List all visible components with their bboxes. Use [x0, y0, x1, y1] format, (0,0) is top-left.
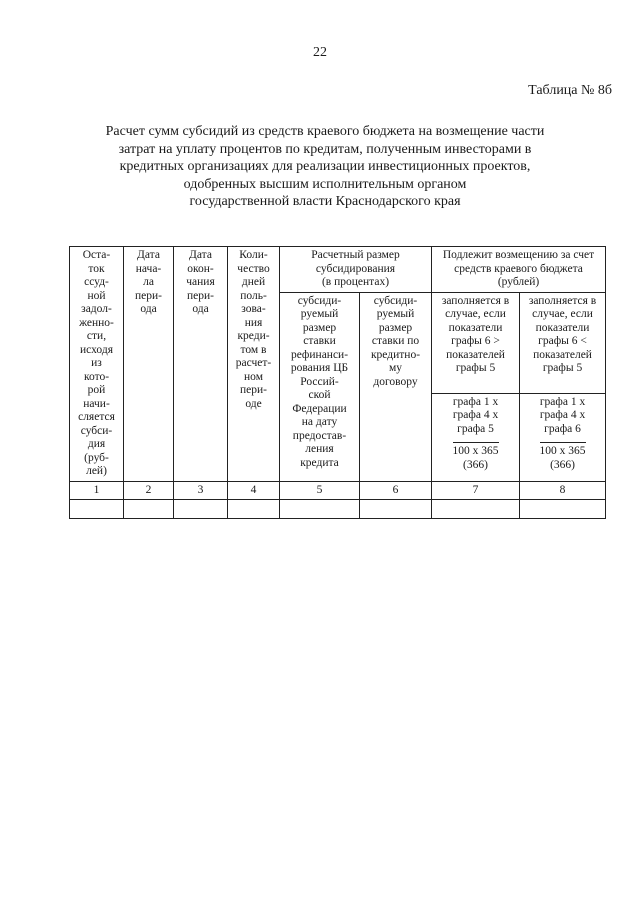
text-line: ления [305, 443, 334, 455]
empty-cell [280, 500, 360, 519]
text-line: договору [373, 375, 418, 388]
text-line: дия [87, 438, 106, 450]
formula-denominator [522, 445, 603, 472]
text-line: средств краевого бюджета [454, 262, 583, 275]
header-rate-group [280, 247, 432, 293]
text-line: показатели [448, 321, 503, 334]
text-line: заполняется в [528, 294, 597, 307]
column-number: 2 [124, 481, 174, 500]
header-reimbursement-group [432, 247, 606, 293]
empty-cell [228, 500, 280, 519]
text-line: женно- [79, 316, 114, 329]
document-title [60, 123, 590, 211]
text-line: пери- [240, 384, 267, 396]
text-line: начи- [83, 397, 110, 410]
text-line: кредитно- [370, 348, 421, 361]
text-line: зова- [241, 303, 266, 315]
title-line: государственной власти Краснодарского края [189, 194, 461, 209]
text-line: кото- [83, 370, 110, 383]
text-line: сти, [86, 330, 107, 342]
text-line: дней [241, 276, 266, 288]
text-line: 100 х 365 [452, 445, 499, 458]
empty-cell [174, 500, 228, 519]
text-line: исходя [80, 343, 113, 356]
fraction-line [540, 442, 586, 443]
text-line: ставки [303, 335, 336, 347]
header-refinancing-rate [280, 292, 360, 481]
text-line: чания [186, 276, 215, 288]
text-line: Дата [189, 249, 212, 261]
empty-cell [520, 500, 606, 519]
text-line: ской [308, 389, 331, 401]
text-line: показатели [535, 321, 590, 334]
title-line: Расчет сумм субсидий из средств краевого бюджета на возмещение части [105, 124, 545, 139]
text-line: ния [244, 316, 263, 329]
text-line: ставки по [371, 335, 420, 347]
column-number: 1 [70, 481, 124, 500]
text-line: (366) [550, 458, 575, 471]
text-line: рования ЦБ [290, 362, 349, 374]
column-number: 4 [228, 481, 280, 500]
text-line: (в процентах) [321, 276, 390, 288]
page-number: 22 [313, 45, 327, 60]
table-label: Таблица № 8б [528, 83, 612, 98]
text-line: субсиди- [297, 294, 342, 307]
formula-numerator [434, 396, 517, 437]
text-line: графа 4 х [539, 409, 586, 422]
title-line: затрат на уплату процентов по кредитам, полученным инвесторами в [118, 141, 532, 157]
column-number: 8 [520, 481, 606, 500]
header-col7-formula [432, 393, 520, 481]
text-line: графы 6 > [451, 335, 500, 347]
text-line: субсиди- [373, 294, 418, 307]
text-line: графы 6 < [538, 335, 587, 347]
text-line: поль- [240, 289, 267, 302]
text-line: показателей [446, 348, 505, 361]
text-line: 100 х 365 [539, 445, 586, 458]
text-line: графы 5 [542, 362, 583, 374]
text-line: графы 5 [455, 362, 496, 374]
text-line: ода [192, 303, 209, 315]
text-line: на дату [301, 416, 338, 428]
text-line: пери- [187, 289, 214, 302]
text-line: ода [140, 303, 157, 315]
text-line: сляется [78, 411, 115, 423]
text-line: (рублей) [497, 276, 540, 288]
text-line: оде [245, 397, 262, 410]
text-line: показателей [533, 348, 592, 361]
text-line: руемый [376, 308, 415, 320]
text-line: графа 1 х [539, 395, 586, 408]
text-line: руемый [300, 308, 339, 320]
column-number: 5 [280, 481, 360, 500]
text-line: рефинанси- [290, 348, 349, 361]
text-line: расчет- [235, 357, 272, 369]
header-period-end [174, 247, 228, 482]
fraction-line [453, 442, 499, 443]
text-line: (366) [463, 458, 488, 471]
column-number: 6 [360, 481, 432, 500]
empty-cell [70, 500, 124, 519]
text-line: (руб- [84, 451, 109, 464]
text-line: рой [87, 384, 106, 396]
text-line: окон- [187, 262, 214, 275]
text-line: субсидирования [315, 262, 396, 275]
text-line: лей) [86, 465, 107, 477]
text-line: графа 6 [544, 422, 581, 435]
text-line: графа 4 х [452, 409, 499, 422]
text-line: ном [244, 370, 263, 383]
text-line: Оста- [82, 249, 111, 261]
header-col7-condition [432, 292, 520, 393]
text-line: Россий- [300, 375, 339, 388]
text-line: размер [378, 321, 413, 334]
empty-cell [124, 500, 174, 519]
column-number: 7 [432, 481, 520, 500]
text-line: случае, если [445, 308, 506, 320]
title-line: кредитных организациях для реализации инвестиционных проектов, [119, 159, 531, 174]
empty-cell [360, 500, 432, 519]
header-col8-condition [520, 292, 606, 393]
text-line: случае, если [532, 308, 593, 320]
text-line: графа 5 [457, 422, 494, 435]
text-line: пери- [135, 289, 162, 302]
formula-numerator [522, 396, 603, 437]
formula-denominator [434, 445, 517, 472]
header-loan-balance [70, 247, 124, 482]
text-line: нача- [135, 262, 162, 275]
empty-cell [432, 500, 520, 519]
header-contract-rate [360, 292, 432, 481]
text-line: заполняется в [441, 294, 510, 307]
text-line: кредита [300, 456, 339, 469]
text-line: задол- [81, 303, 112, 315]
text-line: предостав- [292, 429, 347, 442]
text-line: Подлежит возмещению за счет [442, 249, 595, 261]
text-line: том в [240, 343, 267, 356]
text-line: креди- [237, 330, 270, 342]
text-line: ла [143, 276, 154, 288]
column-number: 3 [174, 481, 228, 500]
text-line: ссуд- [84, 276, 109, 288]
text-line: субси- [80, 424, 113, 437]
header-col8-formula [520, 393, 606, 481]
text-line: Дата [137, 249, 160, 261]
header-days-count [228, 247, 280, 482]
text-line: чество [237, 262, 270, 275]
text-line: ток [88, 262, 105, 275]
subsidy-table [69, 246, 606, 519]
text-line: Расчетный размер [311, 249, 400, 261]
text-line: графа 1 х [452, 395, 499, 408]
text-line: Коли- [239, 249, 268, 261]
text-line: из [91, 357, 102, 369]
title-line: одобренных высшим исполнительным органом [183, 176, 467, 192]
text-line: размер [302, 321, 337, 334]
header-period-start [124, 247, 174, 482]
text-line: Федерации [292, 402, 347, 415]
text-line: му [388, 362, 403, 374]
text-line: ной [87, 289, 106, 302]
